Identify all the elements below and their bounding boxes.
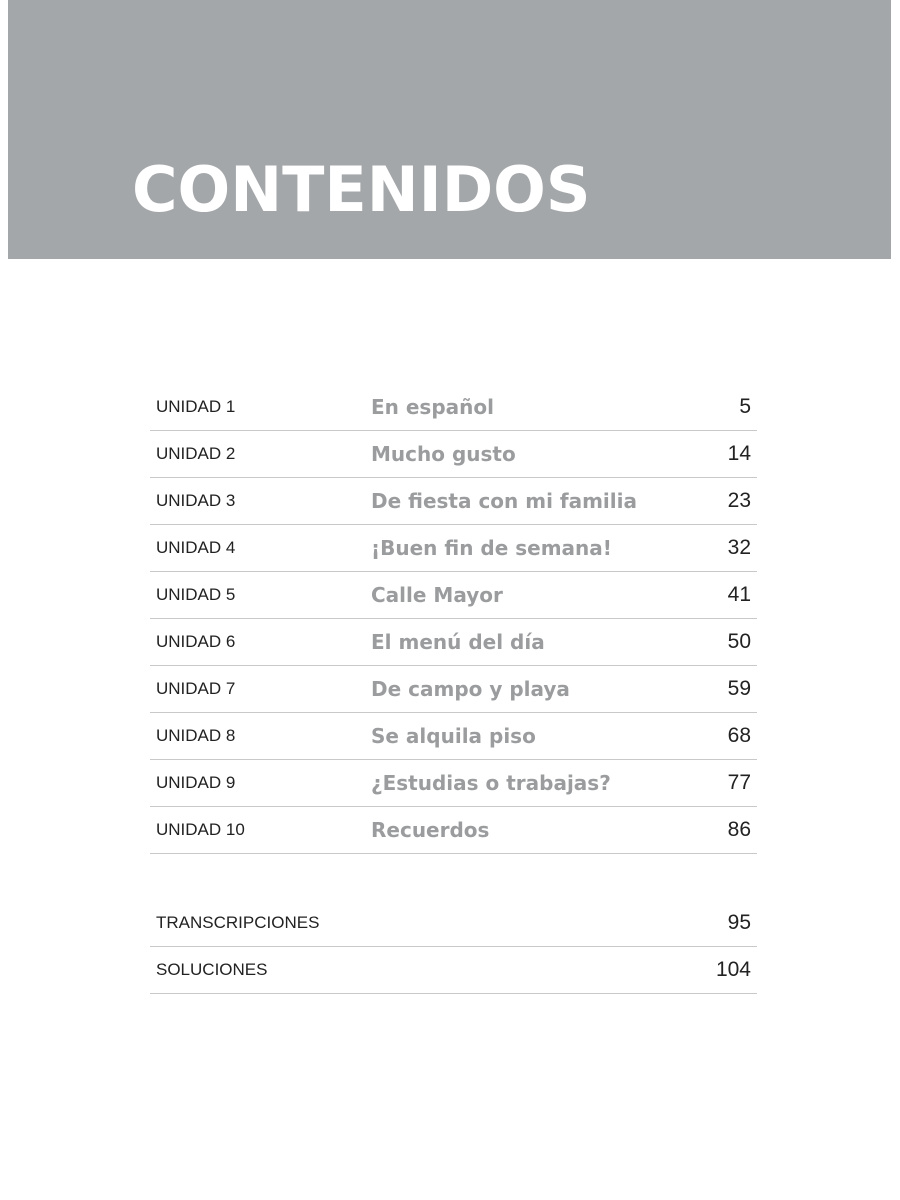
page-number: 95 (727, 911, 751, 934)
unit-title: ¿Estudias o trabajas? (371, 771, 611, 795)
page-number: 41 (727, 583, 751, 606)
unit-title: ¡Buen fin de semana! (371, 536, 612, 560)
page-number: 104 (715, 958, 751, 981)
page-number: 50 (727, 630, 751, 653)
toc-row-unit-9[interactable] (150, 760, 757, 807)
unit-label: UNIDAD 5 (156, 585, 236, 604)
page-number: 86 (727, 818, 751, 841)
page-number: 59 (727, 677, 751, 700)
appendix-label: TRANSCRIPCIONES (156, 913, 320, 932)
unit-title: El menú del día (371, 630, 545, 654)
appendix-label: SOLUCIONES (156, 960, 268, 979)
unit-title: De campo y playa (371, 677, 570, 701)
unit-label: UNIDAD 8 (156, 726, 236, 745)
unit-label: UNIDAD 6 (156, 632, 236, 651)
toc-row-unit-1[interactable] (150, 384, 757, 431)
header-band (8, 0, 891, 259)
page-number: 68 (727, 724, 751, 747)
unit-label: UNIDAD 2 (156, 444, 236, 463)
unit-title: Calle Mayor (371, 583, 503, 607)
toc-row-soluciones[interactable] (150, 947, 757, 994)
toc-row-unit-6[interactable] (150, 619, 757, 666)
toc-row-unit-3[interactable] (150, 478, 757, 525)
page-number: 5 (739, 395, 751, 418)
toc-row-unit-10[interactable] (150, 807, 757, 854)
toc-row-unit-4[interactable] (150, 525, 757, 572)
toc-row-unit-2[interactable] (150, 431, 757, 478)
unit-label: UNIDAD 3 (156, 491, 236, 510)
unit-label: UNIDAD 4 (156, 538, 236, 557)
toc-row-unit-8[interactable] (150, 713, 757, 760)
unit-title: Mucho gusto (371, 442, 516, 466)
toc-row-unit-7[interactable] (150, 666, 757, 713)
unit-label: UNIDAD 1 (156, 397, 236, 416)
page-number: 23 (727, 489, 751, 512)
appendix-list (150, 900, 757, 994)
unit-label: UNIDAD 10 (156, 820, 245, 839)
unit-title: De fiesta con mi familia (371, 489, 637, 513)
unit-title: Se alquila piso (371, 724, 536, 748)
table-of-contents (150, 384, 757, 854)
page-number: 77 (727, 771, 751, 794)
unit-label: UNIDAD 7 (156, 679, 236, 698)
page-title: CONTENIDOS (132, 153, 591, 226)
toc-row-transcripciones[interactable] (150, 900, 757, 947)
page-number: 14 (727, 442, 751, 465)
unit-title: Recuerdos (371, 818, 490, 842)
unit-label: UNIDAD 9 (156, 773, 236, 792)
toc-row-unit-5[interactable] (150, 572, 757, 619)
unit-title: En español (371, 395, 494, 419)
page-number: 32 (727, 536, 751, 559)
